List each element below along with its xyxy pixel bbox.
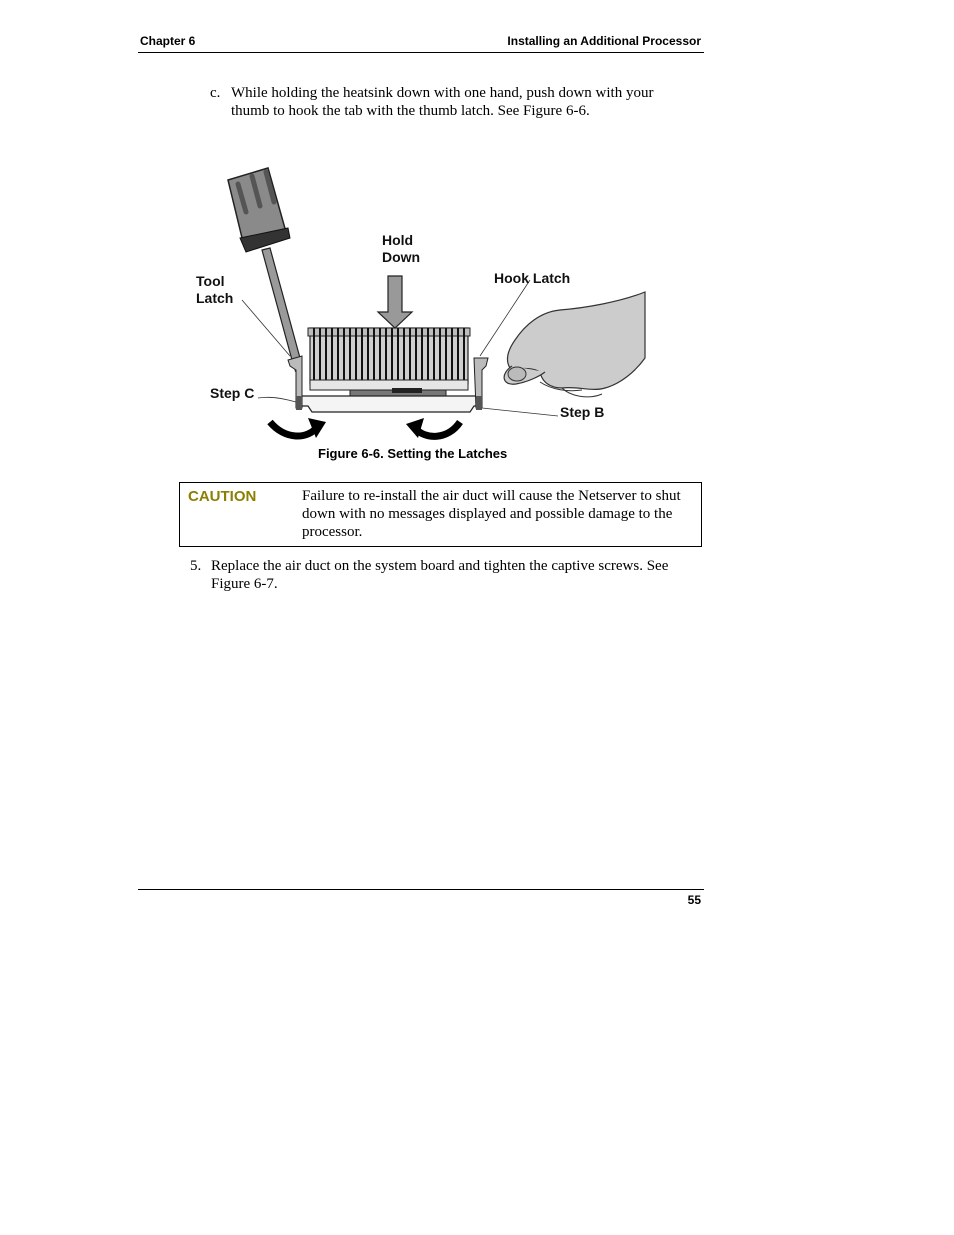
latch-figure	[190, 160, 660, 445]
label-step-c: Step C	[210, 385, 255, 401]
down-arrow-icon	[378, 276, 412, 328]
caution-box	[179, 482, 702, 547]
rotate-right-arrow-icon	[406, 418, 460, 438]
header-title: Installing an Additional Processor	[507, 34, 701, 48]
header-rule	[138, 52, 704, 53]
socket-icon	[300, 396, 480, 412]
caution-label: CAUTION	[188, 488, 257, 505]
step-text: Replace the air duct on the system board and tighten the captive screws. See Figure 6-7.	[211, 558, 669, 592]
screwdriver-icon	[228, 168, 302, 372]
hand-icon	[504, 292, 645, 397]
instruction-step-5	[190, 557, 690, 593]
label-hold: Hold	[382, 232, 414, 248]
label-down: Down	[382, 249, 421, 265]
step-text: While holding the heatsink down with one hand, push down with your thumb to hook the tab with the thumb latch. See Figure 6-6.	[231, 85, 654, 119]
label-latch: Latch	[196, 290, 234, 306]
footer-rule	[138, 889, 704, 890]
step-c-leader	[258, 397, 296, 402]
page-number: 55	[687, 893, 701, 907]
latch-illustration	[190, 160, 660, 445]
step-marker: c.	[210, 85, 221, 101]
label-step-b: Step B	[560, 404, 605, 420]
label-tool: Tool	[196, 273, 225, 289]
heatsink-icon	[308, 328, 470, 398]
rotate-left-arrow-icon	[270, 418, 326, 438]
step-marker: 5.	[190, 558, 202, 574]
caution-text: Failure to re-install the air duct will cause the Netserver to shut down with no messages displayed and possible damage to the processor.	[302, 488, 681, 540]
label-hook-latch: Hook Latch	[494, 270, 571, 286]
figure-caption: Figure 6-6. Setting the Latches	[318, 446, 508, 461]
right-latch-icon	[474, 358, 488, 410]
step-b-leader	[482, 408, 558, 416]
instruction-step-c	[210, 84, 680, 120]
header-chapter: Chapter 6	[140, 34, 196, 48]
